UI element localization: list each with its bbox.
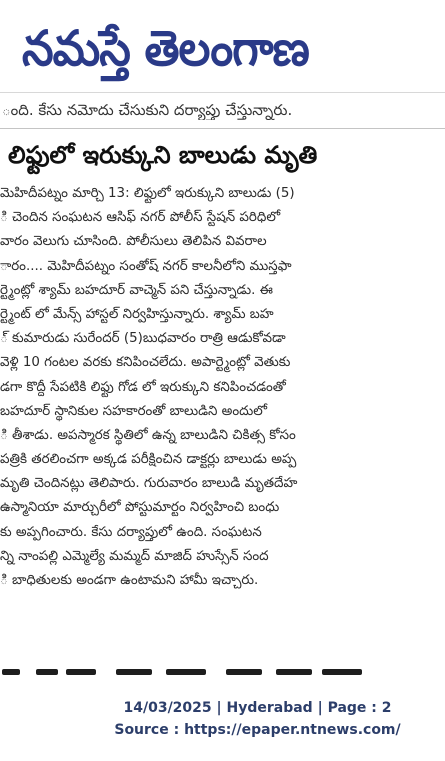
article-body: [0, 182, 445, 593]
article-line: వారం వెలుగు చూసింది. పోలీసులు తెలిపిన వివరాల: [0, 234, 267, 250]
edition-date-line: 14/03/2025 | Hyderabad | Page : 2: [123, 700, 392, 716]
masthead: [0, 0, 445, 93]
article-line: కు అప్పగించారు. కేసు దర్యాప్తులో ఉంది. సంఘటన: [0, 524, 262, 540]
article-line: మెహిదీపట్నం మార్చి 13: లిఫ్టులో ఇరుక్కుని బాలుడు (5): [0, 186, 295, 201]
article-line: డగా కొద్దీ సేపటికి లిఫ్టు గోడ లో ఇరుక్కుని కనిపించడంతో: [0, 379, 286, 395]
source-url-line: Source : https://epaper.ntnews.com/: [114, 722, 401, 738]
article-headline: లిఫ్టులో ఇరుక్కుని బాలుడు మృతి: [8, 141, 318, 169]
cropped-text-stroke: [276, 669, 312, 675]
cropped-text-stroke: [226, 669, 262, 675]
cropped-text-stroke: [2, 669, 20, 675]
article-line: న్ని నాంపల్లి ఎమ్మెల్యే మమ్మద్ మాజిద్ హుస్సేన్ సంద: [0, 548, 269, 564]
article-line: ారం.... మెహిదీపట్నం సంతోష్ నగర్ కాలనీలోని ముస్తఫా: [0, 258, 292, 274]
cropped-text-stroke: [322, 669, 362, 675]
next-story-headline-fragment: [0, 661, 445, 681]
article-line: ్ కుమారుడు సురేందర్ (5)బుధవారం రాత్రి ఆడుకోవడా: [0, 331, 286, 347]
previous-story-tail: ంది. కేసు నమోదు చేసుకుని దర్యాప్తు చేస్తున్నారు.: [2, 101, 293, 119]
cropped-text-stroke: [66, 669, 96, 675]
article-line: మృతి చెందినట్లు తెలిపారు. గురువారం బాలుడి మృతదేహ: [0, 476, 298, 492]
divider: [0, 128, 445, 129]
cropped-text-stroke: [116, 669, 152, 675]
article-line: ర్ట్మెంట్ లో మేన్స్ హాస్టల్ నిర్వహిస్తున్నారు. శ్యామ్ బహ: [0, 306, 274, 322]
cropped-text-stroke: [36, 669, 58, 675]
article-line: పత్రికి తరలించగా అక్కడ పరీక్షించిన డాక్టర్లు బాలుడు అప్ప: [0, 452, 297, 468]
footer: [0, 688, 445, 761]
article-line: ి చెందిన సంఘటన ఆసిఫ్ నగర్ పోలీస్ స్టేషన్ పరిధిలో: [0, 210, 281, 226]
article-line: బహదూర్ స్థానికుల సహకారంతో బాలుడిని అందులో: [0, 403, 268, 419]
article-line: ఉస్మానియా మార్చురీలో పోస్టుమార్టం నిర్వహించి బంధు: [0, 500, 280, 516]
article-line: ి తీశాడు. అపస్మారక స్థితిలో ఉన్న బాలుడిని చికిత్స కోసం: [0, 427, 296, 443]
article-line: వెళ్లి 10 గంటల వరకు కనిపించలేదు. అపార్ట్మెంట్లో వెతుకు: [0, 355, 291, 371]
newspaper-logo: నమస్తే తెలంగాణ: [22, 19, 309, 78]
cropped-text-stroke: [166, 669, 206, 675]
article-line: ర్ట్మెంట్లో శ్యామ్ బహదూర్ వాచ్మెన్ పని చేస్తున్నాడు. ఈ: [0, 282, 273, 298]
article-line: ి బాధితులకు అండగా ఉంటామని హామీ ఇచ్చారు.: [0, 573, 259, 588]
